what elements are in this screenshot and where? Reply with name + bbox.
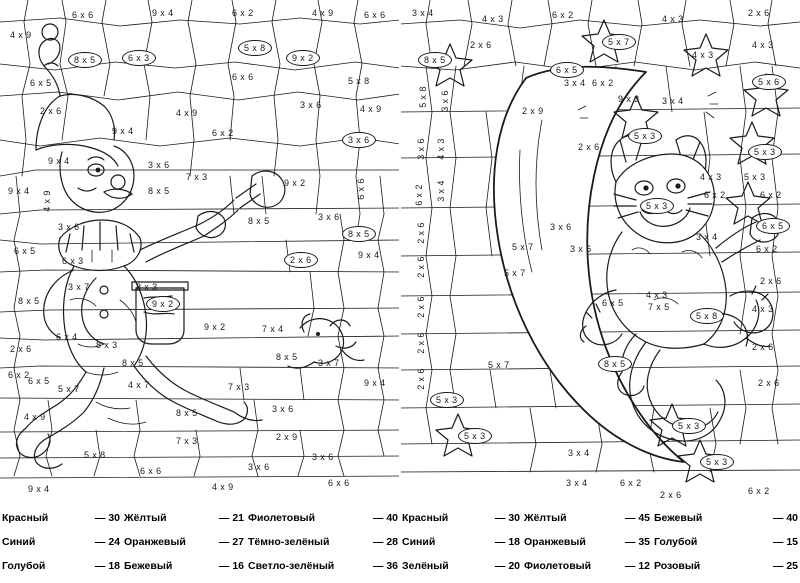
legend-color-name: Красный xyxy=(402,512,449,524)
legend-row xyxy=(2,506,120,530)
math-label: 4 x 3 xyxy=(662,14,684,24)
legend-dash: — xyxy=(94,560,106,572)
math-label: 4 x 9 xyxy=(360,104,382,114)
math-label: 6 x 5 xyxy=(602,298,624,308)
legend-color-name: Тёмно-зелёный xyxy=(248,536,330,548)
math-label: 5 x 3 xyxy=(458,428,492,444)
math-label: 4 x 9 xyxy=(24,412,46,422)
legend-dash: — xyxy=(94,536,106,548)
math-label: 5 x 8 xyxy=(84,450,106,460)
math-label: 4 x 9 xyxy=(312,8,334,18)
math-label: 9 x 4 xyxy=(8,186,30,196)
math-label: 7 x 3 xyxy=(186,172,208,182)
math-label: 6 x 6 xyxy=(328,478,350,488)
math-label: 5 x 7 xyxy=(58,384,80,394)
math-label: 5 x 3 xyxy=(640,198,674,214)
math-label: 2 x 6 xyxy=(415,368,426,390)
math-label: 6 x 6 xyxy=(232,72,254,82)
legend-color-name: Синий xyxy=(2,536,36,548)
legend-color-name: Зелёный xyxy=(402,560,449,572)
math-label: 4 x 3 xyxy=(646,290,668,300)
math-label: 3 x 6 xyxy=(318,212,340,222)
math-label: 8 x 5 xyxy=(418,52,452,68)
math-label: 3 x 6 xyxy=(439,90,450,112)
legend-color-value: 18 xyxy=(108,560,120,572)
legend-color-name: Фиолетовый xyxy=(248,512,316,524)
math-label: 8 x 5 xyxy=(276,352,298,362)
legend-color-value: 20 xyxy=(508,560,520,572)
legend-color-value: 40 xyxy=(386,512,398,524)
legend-row xyxy=(402,554,520,578)
legend-color-name: Бежевый xyxy=(654,512,703,524)
math-label: 4 x 3 xyxy=(752,40,774,50)
math-label: 5 x 3 xyxy=(672,418,706,434)
legend-dash: — xyxy=(372,512,384,524)
legend-color-value: 25 xyxy=(786,560,798,572)
math-label: 3 x 4 xyxy=(412,8,434,18)
legend-row xyxy=(124,554,244,578)
math-label: 2 x 6 xyxy=(415,296,426,318)
math-label: 9 x 4 xyxy=(152,8,174,18)
left-label-layer xyxy=(0,0,400,500)
legend-row xyxy=(524,530,650,554)
legend-dash: — xyxy=(494,536,506,548)
math-label: 8 x 5 xyxy=(342,226,376,242)
math-label: 9 x 3 xyxy=(618,94,640,104)
legend-row xyxy=(248,530,398,554)
legend-row xyxy=(124,506,244,530)
math-label: 8 x 5 xyxy=(598,356,632,372)
legend-color-value: 24 xyxy=(108,536,120,548)
legend-color-name: Фиолетовый xyxy=(524,560,592,572)
math-label: 9 x 4 xyxy=(112,126,134,136)
math-label: 4 x 3 xyxy=(752,304,774,314)
math-label: 9 x 2 xyxy=(286,50,320,66)
legend-color-name: Голубой xyxy=(2,560,46,572)
math-label: 5 x 3 xyxy=(748,144,782,160)
math-label: 6 x 2 xyxy=(592,78,614,88)
math-label: 3 x 4 xyxy=(568,448,590,458)
legend-color-name: Красный xyxy=(2,512,49,524)
legend-color-name: Жёлтый xyxy=(124,512,167,524)
legend-left xyxy=(2,506,398,578)
legend-row xyxy=(654,506,798,530)
math-label: 3 x 7 xyxy=(318,358,340,368)
math-label: 5 x 3 xyxy=(744,172,766,182)
math-label: 6 x 5 xyxy=(756,218,790,234)
legend-dash: — xyxy=(372,560,384,572)
math-label: 3 x 6 xyxy=(272,404,294,414)
math-label: 2 x 6 xyxy=(578,142,600,152)
math-label: 6 x 3 xyxy=(122,50,156,66)
math-label: 9 x 4 xyxy=(48,156,70,166)
legend-color-value: 30 xyxy=(108,512,120,524)
math-label: 6 x 5 xyxy=(28,376,50,386)
legend-color-value: 30 xyxy=(508,512,520,524)
math-label: 5 x 7 xyxy=(512,242,534,252)
math-label: 5 x 3 xyxy=(700,454,734,470)
legend-dash: — xyxy=(624,536,636,548)
legend-color-value: 40 xyxy=(786,512,798,524)
math-label: 9 x 2 xyxy=(284,178,306,188)
math-label: 6 x 2 xyxy=(232,8,254,18)
math-label: 3 x 6 xyxy=(570,244,592,254)
math-label: 6 x 2 xyxy=(620,478,642,488)
math-label: 8 x 5 xyxy=(18,296,40,306)
math-label: 8 x 3 xyxy=(96,340,118,350)
math-label: 3 x 4 xyxy=(435,180,446,202)
math-label: 8 x 3 xyxy=(136,282,158,292)
legend-dash: — xyxy=(772,560,784,572)
legend-row xyxy=(524,506,650,530)
math-label: 2 x 6 xyxy=(760,276,782,286)
math-label: 3 x 6 xyxy=(415,138,426,160)
legend-color-value: 12 xyxy=(638,560,650,572)
legend-row xyxy=(124,530,244,554)
color-legend xyxy=(0,500,800,583)
legend-color-name: Светло-зелёный xyxy=(248,560,335,572)
legend-dash: — xyxy=(624,512,636,524)
legend-color-value: 27 xyxy=(232,536,244,548)
math-label: 4 x 9 xyxy=(41,190,52,212)
math-label: 2 x 6 xyxy=(660,490,682,500)
math-label: 7 x 3 xyxy=(228,382,250,392)
legend-color-value: 36 xyxy=(386,560,398,572)
math-label: 7 x 3 xyxy=(176,436,198,446)
math-label: 3 x 4 xyxy=(662,96,684,106)
legend-dash: — xyxy=(218,512,230,524)
legend-row xyxy=(654,530,798,554)
legend-color-value: 16 xyxy=(232,560,244,572)
math-label: 6 x 2 xyxy=(212,128,234,138)
math-label: 2 x 6 xyxy=(748,8,770,18)
legend-row xyxy=(248,554,398,578)
math-label: 4 x 9 xyxy=(10,30,32,40)
legend-dash: — xyxy=(494,560,506,572)
math-label: 8 x 5 xyxy=(122,358,144,368)
math-label: 3 x 6 xyxy=(312,452,334,462)
legend-dash: — xyxy=(624,560,636,572)
math-label: 7 x 4 xyxy=(262,324,284,334)
legend-row xyxy=(402,530,520,554)
legend-row xyxy=(248,506,398,530)
math-label: 6 x 6 xyxy=(355,178,366,200)
math-label: 3 x 6 xyxy=(342,132,376,148)
legend-right xyxy=(402,506,798,578)
legend-color-value: 21 xyxy=(232,512,244,524)
page-fold xyxy=(399,0,401,500)
math-label: 6 x 5 xyxy=(550,62,584,78)
math-label: 9 x 2 xyxy=(146,296,180,312)
legend-color-name: Оранжевый xyxy=(524,536,586,548)
math-label: 2 x 6 xyxy=(758,378,780,388)
legend-color-value: 28 xyxy=(386,536,398,548)
math-label: 5 x 7 xyxy=(504,268,526,278)
math-label: 3 x 6 xyxy=(550,222,572,232)
math-label: 3 x 6 xyxy=(148,160,170,170)
math-label: 4 x 3 xyxy=(700,172,722,182)
legend-color-value: 15 xyxy=(786,536,798,548)
legend-color-name: Синий xyxy=(402,536,436,548)
math-label: 4 x 9 xyxy=(212,482,234,492)
legend-dash: — xyxy=(218,560,230,572)
math-label: 9 x 4 xyxy=(358,250,380,260)
math-label: 6 x 2 xyxy=(413,184,424,206)
legend-color-name: Жёлтый xyxy=(524,512,567,524)
math-label: 2 x 6 xyxy=(284,252,318,268)
right-label-layer xyxy=(400,0,800,500)
math-label: 4 x 3 xyxy=(482,14,504,24)
legend-row xyxy=(402,506,520,530)
math-label: 5 x 8 xyxy=(348,76,370,86)
legend-dash: — xyxy=(218,536,230,548)
math-label: 6 x 2 xyxy=(756,244,778,254)
legend-color-name: Оранжевый xyxy=(124,536,186,548)
legend-dash: — xyxy=(772,536,784,548)
legend-dash: — xyxy=(94,512,106,524)
math-label: 6 x 5 xyxy=(30,78,52,88)
math-label: 9 x 4 xyxy=(364,378,386,388)
math-label: 6 x 3 xyxy=(62,256,84,266)
math-label: 3 x 4 xyxy=(696,232,718,242)
math-label: 3 x 6 xyxy=(300,100,322,110)
math-label: 6 x 2 xyxy=(748,486,770,496)
legend-row xyxy=(654,554,798,578)
math-label: 9 x 4 xyxy=(28,484,50,494)
legend-dash: — xyxy=(772,512,784,524)
math-label: 6 x 6 xyxy=(364,10,386,20)
legend-color-value: 45 xyxy=(638,512,650,524)
math-label: 4 x 7 xyxy=(128,380,150,390)
math-label: 6 x 5 xyxy=(14,246,36,256)
legend-dash: — xyxy=(494,512,506,524)
math-label: 2 x 6 xyxy=(415,332,426,354)
math-label: 8 x 5 xyxy=(148,186,170,196)
math-label: 2 x 6 xyxy=(752,342,774,352)
legend-dash: — xyxy=(372,536,384,548)
math-label: 5 x 6 xyxy=(752,74,786,90)
legend-color-name: Голубой xyxy=(654,536,698,548)
math-label: 3 x 4 xyxy=(564,78,586,88)
math-label: 5 x 7 xyxy=(488,360,510,370)
math-label: 2 x 6 xyxy=(415,256,426,278)
math-label: 5 x 8 xyxy=(238,40,272,56)
legend-row xyxy=(2,530,120,554)
legend-color-name: Розовый xyxy=(654,560,701,572)
math-label: 6 x 2 xyxy=(704,190,726,200)
math-label: 7 x 5 xyxy=(648,302,670,312)
math-label: 9 x 2 xyxy=(204,322,226,332)
math-label: 5 x 7 xyxy=(602,34,636,50)
math-label: 2 x 6 xyxy=(415,222,426,244)
math-label: 2 x 6 xyxy=(10,344,32,354)
math-label: 2 x 6 xyxy=(470,40,492,50)
math-label: 6 x 2 xyxy=(552,10,574,20)
math-label: 2 x 6 xyxy=(40,106,62,116)
math-label: 3 x 6 xyxy=(248,462,270,472)
math-label: 3 x 4 xyxy=(566,478,588,488)
math-label: 6 x 2 xyxy=(8,370,30,380)
math-label: 8 x 5 xyxy=(68,52,102,68)
legend-row xyxy=(524,554,650,578)
legend-color-value: 35 xyxy=(638,536,650,548)
math-label: 6 x 2 xyxy=(760,190,782,200)
math-label: 3 x 6 xyxy=(58,222,80,232)
legend-row xyxy=(2,554,120,578)
legend-color-name: Бежевый xyxy=(124,560,173,572)
math-label: 6 x 6 xyxy=(140,466,162,476)
math-label: 8 x 5 xyxy=(176,408,198,418)
math-label: 4 x 3 xyxy=(692,50,714,60)
math-label: 4 x 9 xyxy=(176,108,198,118)
math-label: 3 x 7 xyxy=(68,282,90,292)
math-label: 5 x 8 xyxy=(417,86,428,108)
math-label: 5 x 3 xyxy=(430,392,464,408)
math-label: 6 x 6 xyxy=(72,10,94,20)
math-label: 4 x 3 xyxy=(435,138,446,160)
legend-color-value: 18 xyxy=(508,536,520,548)
math-label: 6 x 4 xyxy=(56,332,78,342)
math-label: 5 x 3 xyxy=(628,128,662,144)
math-label: 5 x 8 xyxy=(690,308,724,324)
math-label: 8 x 5 xyxy=(248,216,270,226)
math-label: 2 x 9 xyxy=(522,106,544,116)
math-label: 2 x 9 xyxy=(276,432,298,442)
